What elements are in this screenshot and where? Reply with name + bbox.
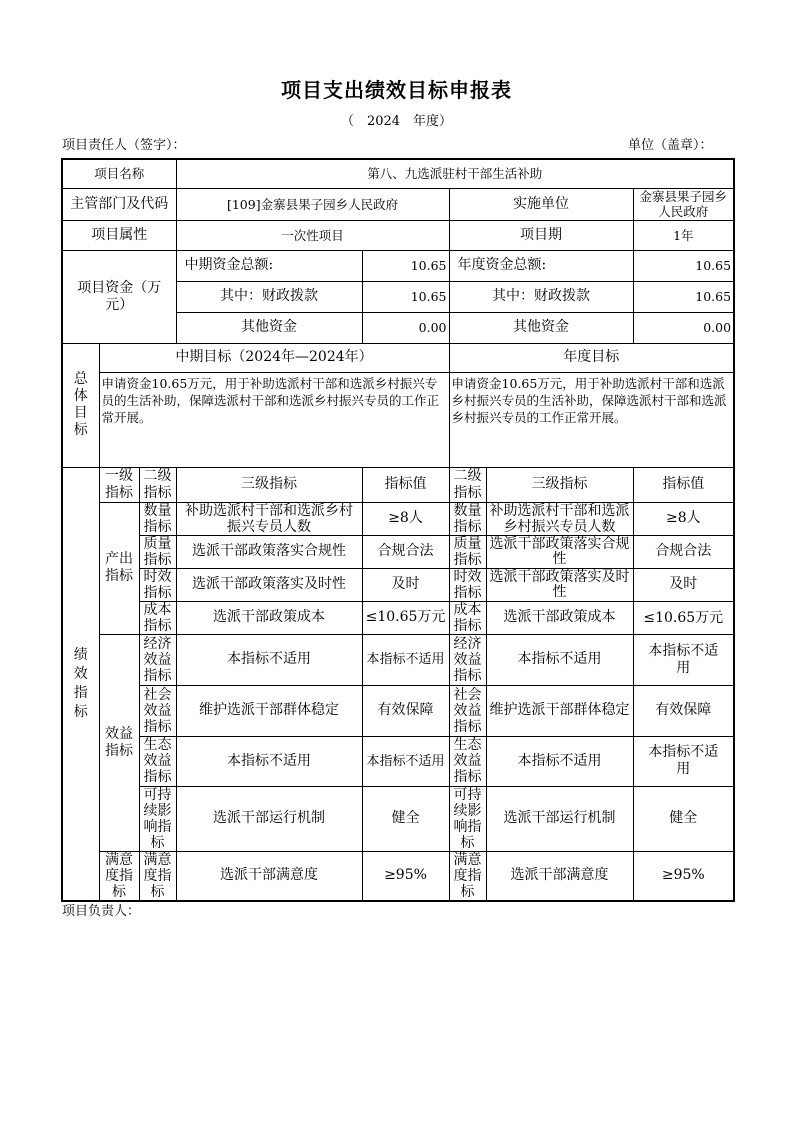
l3-cell-right: 本指标不适用	[486, 736, 633, 786]
l3-cell: 补助选派村干部和选派乡村振兴专员人数	[176, 502, 362, 535]
col-l2-right: 二级指标	[449, 467, 486, 502]
l3-cell: 选派干部政策成本	[176, 601, 362, 634]
mid-goal-text: 申请资金10.65万元，用于补助选派村干部和选派乡村振兴专员的生活补助，保障选派村干部和选派乡村振兴专员的工作正常开展。	[99, 372, 449, 467]
col-l3: 三级指标	[176, 467, 362, 502]
l2-cell-right: 满意度指标	[449, 851, 486, 901]
l2-cell: 经济效益指标	[139, 634, 176, 685]
output-indicator-label: 产出指标	[99, 502, 139, 634]
dept-label: 主管部门及代码	[62, 188, 176, 220]
l2-cell-right: 社会效益指标	[449, 685, 486, 736]
l2-cell: 成本指标	[139, 601, 176, 634]
value-cell: 本指标不适用	[362, 736, 449, 786]
impl-value: 金寨县果子园乡人民政府	[633, 188, 734, 220]
year-other-value: 0.00	[633, 312, 734, 343]
year-total-value: 10.65	[633, 250, 734, 281]
col-val: 指标值	[362, 467, 449, 502]
l3-cell: 维护选派干部群体稳定	[176, 685, 362, 736]
l2-cell: 质量指标	[139, 535, 176, 568]
mid-fin-label: 其中：财政拨款	[176, 281, 362, 312]
value-cell: ≥95%	[362, 851, 449, 901]
col-l2: 二级指标	[139, 467, 176, 502]
period-label: 项目期	[449, 220, 633, 250]
value-cell-right: 健全	[633, 786, 734, 851]
value-cell-right: ≥95%	[633, 851, 734, 901]
year-line: （ 2024 年度）	[340, 114, 453, 129]
signer-label: 项目责任人（签字）：	[62, 138, 186, 153]
l3-cell-right: 补助选派村干部和选派乡村振兴专员人数	[486, 502, 633, 535]
value-cell-right: ≤10.65万元	[633, 601, 734, 634]
mid-goal-header: 中期目标（2024年—2024年）	[99, 343, 449, 372]
satisfaction-indicator-label: 满意度指标	[99, 851, 139, 901]
value-cell-right: 及时	[633, 568, 734, 601]
l2-cell: 时效指标	[139, 568, 176, 601]
value-cell: ≤10.65万元	[362, 601, 449, 634]
col-val-right: 指标值	[633, 467, 734, 502]
l2-cell: 数量指标	[139, 502, 176, 535]
project-name-label: 项目名称	[62, 159, 176, 188]
l2-cell: 满意度指标	[139, 851, 176, 901]
l3-cell: 选派干部政策落实合规性	[176, 535, 362, 568]
l3-cell: 选派干部政策落实及时性	[176, 568, 362, 601]
value-cell: ≥8人	[362, 502, 449, 535]
benefit-indicator-label: 效益指标	[99, 634, 139, 851]
l2-cell-right: 质量指标	[449, 535, 486, 568]
year-other-label: 其他资金	[449, 312, 633, 343]
project-name-value: 第八、九选派驻村干部生活补助	[176, 159, 734, 188]
mid-fin-value: 10.65	[362, 281, 449, 312]
l3-cell: 本指标不适用	[176, 634, 362, 685]
year-fin-label: 其中：财政拨款	[449, 281, 633, 312]
performance-goal-table	[61, 158, 735, 902]
l3-cell-right: 选派干部满意度	[486, 851, 633, 901]
footer-label: 项目负责人：	[62, 904, 141, 919]
value-cell-right: 本指标不适用	[633, 634, 734, 685]
l2-cell-right: 可持续影响指标	[449, 786, 486, 851]
year-goal-text: 申请资金10.65万元，用于补助选派村干部和选派乡村振兴专员的生活补助，保障选派村干部和选派乡村振兴专员的工作正常开展。	[449, 372, 734, 467]
fund-label: 项目资金（万元）	[62, 250, 176, 343]
value-cell: 合规合法	[362, 535, 449, 568]
l2-cell: 生态效益指标	[139, 736, 176, 786]
col-l3-right: 三级指标	[486, 467, 633, 502]
l3-cell-right: 维护选派干部群体稳定	[486, 685, 633, 736]
l3-cell-right: 选派干部政策成本	[486, 601, 633, 634]
l2-cell-right: 生态效益指标	[449, 736, 486, 786]
impl-label: 实施单位	[449, 188, 633, 220]
l3-cell-right: 选派干部政策落实合规性	[486, 535, 633, 568]
mid-total-value: 10.65	[362, 250, 449, 281]
perf-label: 绩效指标	[62, 467, 99, 901]
value-cell-right: 合规合法	[633, 535, 734, 568]
l2-cell-right: 经济效益指标	[449, 634, 486, 685]
dept-value: [109]金寨县果子园乡人民政府	[176, 188, 449, 220]
value-cell: 及时	[362, 568, 449, 601]
l3-cell-right: 选派干部运行机制	[486, 786, 633, 851]
mid-other-label: 其他资金	[176, 312, 362, 343]
year-goal-header: 年度目标	[449, 343, 734, 372]
period-value: 1年	[633, 220, 734, 250]
value-cell-right: 有效保障	[633, 685, 734, 736]
l2-cell: 社会效益指标	[139, 685, 176, 736]
attr-label: 项目属性	[62, 220, 176, 250]
l2-cell: 可持续影响指标	[139, 786, 176, 851]
value-cell: 有效保障	[362, 685, 449, 736]
value-cell-right: ≥8人	[633, 502, 734, 535]
value-cell: 健全	[362, 786, 449, 851]
page-title: 项目支出绩效目标申报表	[281, 78, 512, 102]
year-total-label: 年度资金总额:	[449, 250, 633, 281]
mid-total-label: 中期资金总额:	[176, 250, 362, 281]
year-fin-value: 10.65	[633, 281, 734, 312]
value-cell-right: 本指标不适用	[633, 736, 734, 786]
overall-goal-label: 总体目标	[62, 343, 99, 467]
mid-other-value: 0.00	[362, 312, 449, 343]
l3-cell-right: 本指标不适用	[486, 634, 633, 685]
attr-value: 一次性项目	[176, 220, 449, 250]
l3-cell: 选派干部满意度	[176, 851, 362, 901]
col-l1: 一级指标	[99, 467, 139, 502]
l3-cell: 选派干部运行机制	[176, 786, 362, 851]
l3-cell-right: 选派干部政策落实及时性	[486, 568, 633, 601]
unit-label: 单位（盖章）：	[628, 138, 713, 153]
l2-cell-right: 成本指标	[449, 601, 486, 634]
l2-cell-right: 时效指标	[449, 568, 486, 601]
l3-cell: 本指标不适用	[176, 736, 362, 786]
l2-cell-right: 数量指标	[449, 502, 486, 535]
value-cell: 本指标不适用	[362, 634, 449, 685]
